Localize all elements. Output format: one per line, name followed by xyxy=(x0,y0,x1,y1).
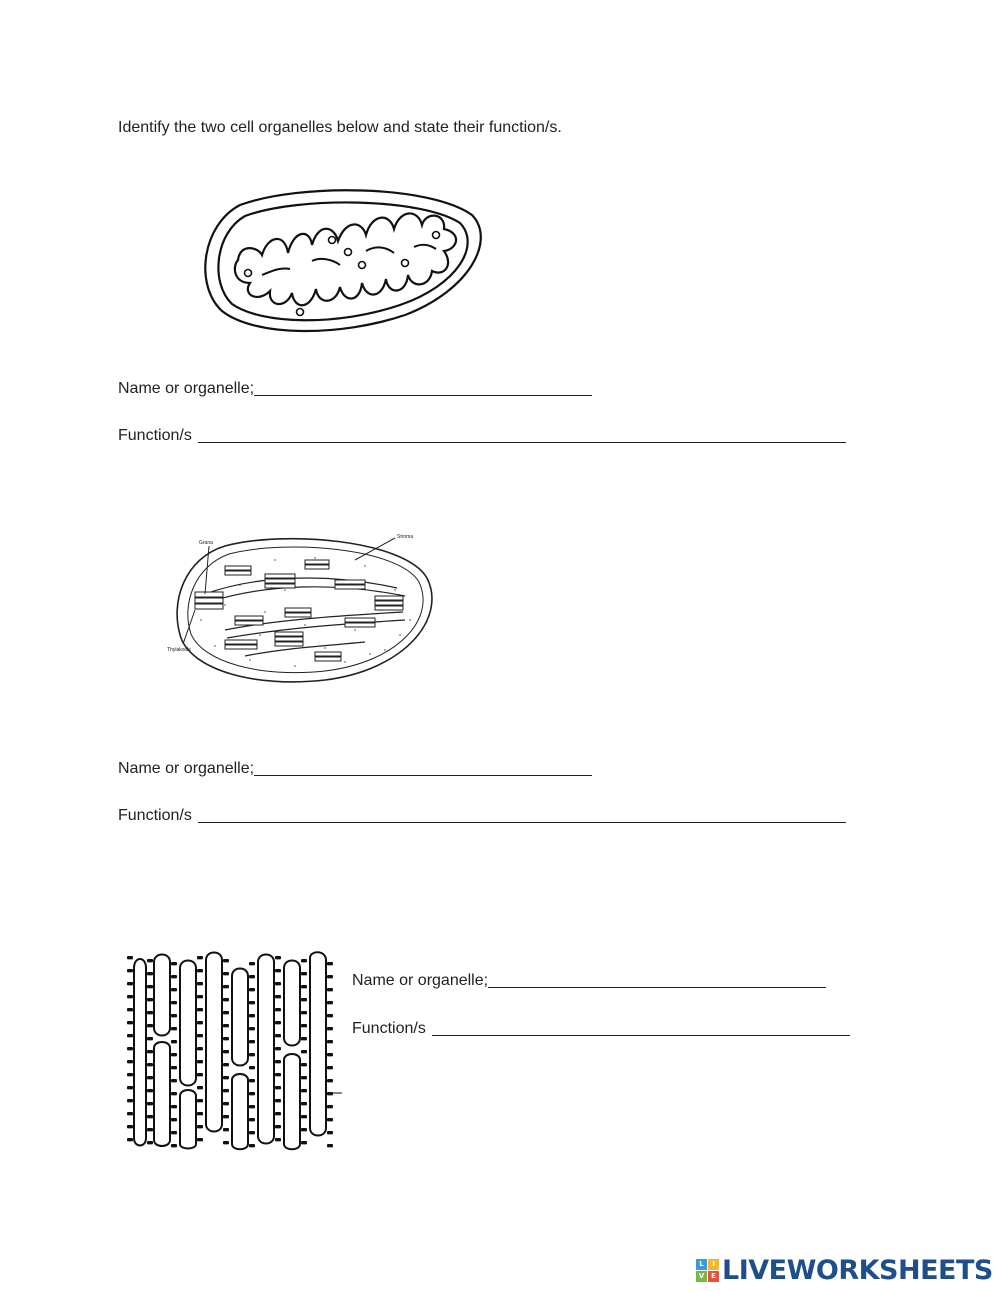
ribosome-dot xyxy=(249,975,255,978)
ribosome-dot xyxy=(171,975,177,978)
ribosome-dot xyxy=(275,1021,281,1024)
ribosome-dot xyxy=(223,1141,229,1144)
ribosome-dot xyxy=(171,1027,177,1030)
ribosome-dot xyxy=(249,1118,255,1121)
ribosome-dot xyxy=(249,1040,255,1043)
ribosome-dot xyxy=(147,1037,153,1040)
name-label: Name or organelle; xyxy=(352,972,489,989)
ribosome-dot xyxy=(127,1021,133,1024)
ribosome-dot xyxy=(327,975,333,978)
ribosome-dot xyxy=(197,969,203,972)
ribosome-dot xyxy=(127,1060,133,1063)
rough-er-figure xyxy=(120,948,345,1153)
ribosome-dot xyxy=(301,959,307,962)
ribosome-dot xyxy=(249,1066,255,1069)
brand-name: LIVEWORKSHEETS xyxy=(722,1255,993,1286)
ribosome-dot xyxy=(301,1076,307,1079)
ribosome-dot xyxy=(327,1118,333,1121)
ribosome-dot xyxy=(327,1079,333,1082)
granum-label: Grana xyxy=(199,540,213,546)
ribosome-dot xyxy=(275,1060,281,1063)
ribosome-dot xyxy=(171,1131,177,1134)
ribosome-dot xyxy=(127,1008,133,1011)
ribosome-dot xyxy=(223,959,229,962)
ribosome-dot xyxy=(223,1011,229,1014)
ribosome-dot xyxy=(127,969,133,972)
ribosome-dot xyxy=(197,1021,203,1024)
ribosome-dot xyxy=(249,1001,255,1004)
logo-icon xyxy=(696,1259,719,1282)
function-answer-blank[interactable] xyxy=(198,822,846,823)
name-label: Name or organelle; xyxy=(118,380,255,397)
ribosome-dot xyxy=(127,982,133,985)
ribosome-dot xyxy=(275,1138,281,1141)
ribosome-dot xyxy=(327,1066,333,1069)
function-answer-row xyxy=(352,1021,850,1037)
ribosome-dot xyxy=(171,1066,177,1069)
ribosome-dot xyxy=(301,1102,307,1105)
ribosome-dot xyxy=(249,1131,255,1134)
ribosome-dot xyxy=(301,1024,307,1027)
ribosome-dot xyxy=(147,1115,153,1118)
ribosome-dot xyxy=(197,1112,203,1115)
ribosome-dot xyxy=(147,1011,153,1014)
ribosome-dot xyxy=(171,1144,177,1147)
ribosome-dot xyxy=(171,1040,177,1043)
ribosome-dot xyxy=(223,1128,229,1131)
ribosome-dot xyxy=(127,1047,133,1050)
ribosome-dot xyxy=(127,1086,133,1089)
ribosome-dot xyxy=(147,1063,153,1066)
ribosome-dot xyxy=(249,1144,255,1147)
ribosome-dot xyxy=(275,1073,281,1076)
ribosome-dot xyxy=(197,995,203,998)
ribosome-dot xyxy=(127,1125,133,1128)
ribosome-dot xyxy=(249,962,255,965)
ribosome-dot xyxy=(223,1102,229,1105)
name-answer-blank[interactable] xyxy=(254,775,592,776)
name-answer-row xyxy=(118,381,592,397)
ribosome-dot xyxy=(275,1112,281,1115)
ribosome-dot xyxy=(197,1099,203,1102)
ribosome-dot xyxy=(275,1099,281,1102)
ribosome-dot xyxy=(301,1128,307,1131)
ribosome-dot xyxy=(197,1125,203,1128)
ribosome-dot xyxy=(327,1014,333,1017)
ribosome-dot xyxy=(223,1037,229,1040)
ribosome-dot xyxy=(127,1034,133,1037)
ribosome-dot xyxy=(147,972,153,975)
ribosome-dot xyxy=(223,1115,229,1118)
ribosome-dot xyxy=(275,982,281,985)
ribosome-dot xyxy=(171,1118,177,1121)
ribosome-dot xyxy=(249,1092,255,1095)
ribosome-dot xyxy=(301,1037,307,1040)
ribosome-dot xyxy=(127,1099,133,1102)
function-label: Function/s xyxy=(352,1020,426,1037)
ribosome-dot xyxy=(275,1008,281,1011)
ribosome-dot xyxy=(275,995,281,998)
ribosome-dot xyxy=(223,1089,229,1092)
liveworksheets-logo xyxy=(696,1257,993,1284)
ribosome-dot xyxy=(249,1079,255,1082)
mitochondrion-figure xyxy=(200,185,490,345)
ribosome-dot xyxy=(275,1047,281,1050)
ribosome-dot xyxy=(327,1040,333,1043)
ribosome-dot xyxy=(147,998,153,1001)
ribosome-dot xyxy=(275,1125,281,1128)
ribosome-dot xyxy=(249,988,255,991)
thylakoids-label: Thylakoids xyxy=(167,647,191,653)
function-answer-row xyxy=(118,428,846,444)
logo-letter: I xyxy=(708,1259,719,1270)
ribosome-dot xyxy=(301,972,307,975)
ribosome-dot xyxy=(327,1144,333,1147)
ribosome-dot xyxy=(147,1024,153,1027)
ribosome-dot xyxy=(147,1141,153,1144)
ribosome-dot xyxy=(249,1027,255,1030)
name-answer-blank[interactable] xyxy=(254,395,592,396)
ribosome-dot xyxy=(301,1011,307,1014)
ribosome-dot xyxy=(223,998,229,1001)
ribosome-dot xyxy=(127,1112,133,1115)
ribosome-dot xyxy=(197,956,203,959)
logo-letter: E xyxy=(708,1271,719,1282)
ribosome-dot xyxy=(147,1076,153,1079)
ribosome-dot xyxy=(147,985,153,988)
stroma-label: Stroma xyxy=(397,534,414,540)
ribosome-dot xyxy=(327,962,333,965)
function-answer-row xyxy=(118,808,846,824)
ribosome-dot xyxy=(171,1014,177,1017)
ribosome-dot xyxy=(197,1073,203,1076)
ribosome-dot xyxy=(197,1047,203,1050)
ribosome-dot xyxy=(127,995,133,998)
name-answer-row xyxy=(352,973,826,989)
ribosome-dot xyxy=(301,1063,307,1066)
ribosome-dot xyxy=(197,1138,203,1141)
ribosome-dot xyxy=(275,956,281,959)
ribosome-dot xyxy=(171,1053,177,1056)
ribosome-dot xyxy=(197,982,203,985)
ribosome-dot xyxy=(223,1024,229,1027)
ribosome-dot xyxy=(327,1027,333,1030)
ribosome-dot xyxy=(249,1053,255,1056)
ribosome-dot xyxy=(197,1034,203,1037)
ribosome-dot xyxy=(223,1050,229,1053)
ribosome-dot xyxy=(275,969,281,972)
ribosome-dot xyxy=(223,985,229,988)
function-answer-blank[interactable] xyxy=(432,1035,850,1036)
ribosome-dot xyxy=(127,1138,133,1141)
ribosome-dot xyxy=(127,1073,133,1076)
ribosome-dot xyxy=(301,985,307,988)
function-answer-blank[interactable] xyxy=(198,442,846,443)
ribosome-dot xyxy=(275,1086,281,1089)
ribosome-dot xyxy=(223,972,229,975)
ribosome-dot xyxy=(223,1063,229,1066)
ribosome-dot xyxy=(249,1105,255,1108)
name-answer-blank[interactable] xyxy=(488,987,826,988)
ribosome-dot xyxy=(327,1053,333,1056)
ribosome-dot xyxy=(301,998,307,1001)
ribosome-dot xyxy=(147,1128,153,1131)
ribosome-dot xyxy=(171,962,177,965)
ribosome-dot xyxy=(171,988,177,991)
ribosome-dot xyxy=(327,1001,333,1004)
ribosome-dot xyxy=(249,1014,255,1017)
name-label: Name or organelle; xyxy=(118,760,255,777)
ribosome-dot xyxy=(147,1102,153,1105)
ribosome-dot xyxy=(223,1076,229,1079)
logo-letter: V xyxy=(696,1271,707,1282)
ribosome-dot xyxy=(275,1034,281,1037)
instruction-text: Identify the two cell organelles below and state their function/s. xyxy=(118,119,562,136)
ribosome-dot xyxy=(301,1050,307,1053)
ribosome-dot xyxy=(127,956,133,959)
ribosome-dot xyxy=(197,1086,203,1089)
ribosome-dot xyxy=(301,1089,307,1092)
ribosome-dot xyxy=(327,1105,333,1108)
ribosome-dot xyxy=(147,959,153,962)
ribosome-dot xyxy=(197,1008,203,1011)
ribosome-dot xyxy=(197,1060,203,1063)
ribosome-dot xyxy=(301,1141,307,1144)
function-label: Function/s xyxy=(118,427,192,444)
logo-letter: L xyxy=(696,1259,707,1270)
ribosome-dot xyxy=(327,1131,333,1134)
ribosome-dot xyxy=(147,1089,153,1092)
ribosome-dot xyxy=(171,1001,177,1004)
name-answer-row xyxy=(118,761,592,777)
ribosome-dot xyxy=(171,1079,177,1082)
ribosome-dot xyxy=(301,1115,307,1118)
ribosome-dot xyxy=(147,1050,153,1053)
function-label: Function/s xyxy=(118,807,192,824)
ribosome-dot xyxy=(171,1092,177,1095)
chloroplast-figure xyxy=(165,530,440,690)
ribosome-dot xyxy=(327,988,333,991)
ribosome-dot xyxy=(171,1105,177,1108)
